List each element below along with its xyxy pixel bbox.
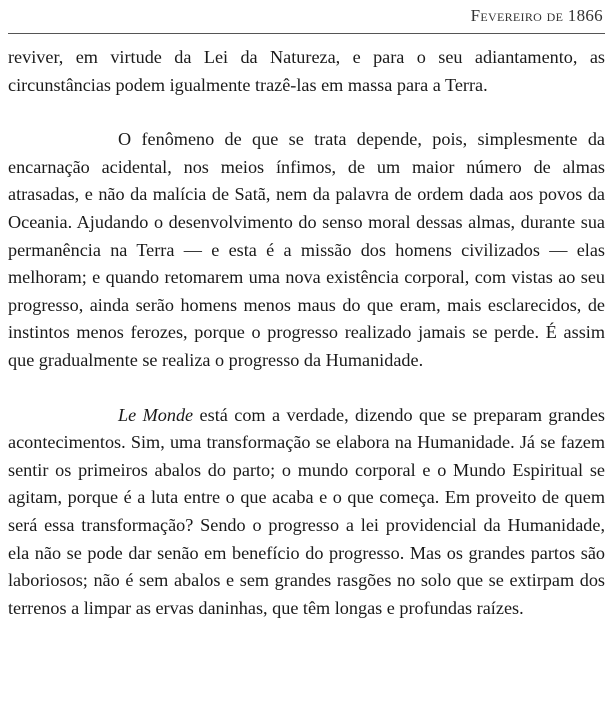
paragraph-2: O fenômeno de que se trata depende, pois, simplesmente da encarnação acidental, nos meios ínfimos, de um maior número de almas atrasadas, e não da malícia de Satã, nem da palavra de ordem dada aos povos da Oceania. Ajudando o desenvolvimento do senso moral dessas almas, durante sua permanência na Terra — e esta é a missão dos homens civilizados — elas melhoram; e quando retomarem uma nova existência corporal, com vistas ao seu progresso, ainda serão homens menos maus do que eram, mais esclarecidos, de instintos menos ferozes, porque o progresso realizado jamais se perde. É assim que gradualmente se realiza o progresso da Humanidade. — [8, 129, 605, 370]
paragraph-3-text: está com a verdade, dizendo que se preparam grandes acontecimentos. Sim, uma transformação se elabora na Humanidade. Já se fazem sentir os primeiros abalos do parto; o mundo corporal e o Mundo Espiritual se agitam, porque é a luta entre o que acaba e o que começa. Em proveito de quem será essa transformação? Sendo o progresso a lei providencial da Humanidade, ela não se pode dar senão em benefício do progresso. Mas os grandes partos são laboriosos; não é sem abalos e sem grandes rasgões no solo que se extirpam dos terrenos a limpar as ervas daninhas, que têm longas e profundas raízes. — [8, 404, 605, 618]
paragraph-3 — [8, 402, 605, 623]
running-header: Fevereiro de 1866 — [470, 6, 603, 25]
page-body — [8, 44, 605, 622]
paragraph-1: reviver, em virtude da Lei da Natureza, e para o seu adiantamento, as circunstâncias podem igualmente trazê-las em massa para a Terra. — [8, 47, 605, 95]
header-rule — [8, 33, 605, 34]
newspaper-title: Le Monde — [118, 404, 194, 425]
